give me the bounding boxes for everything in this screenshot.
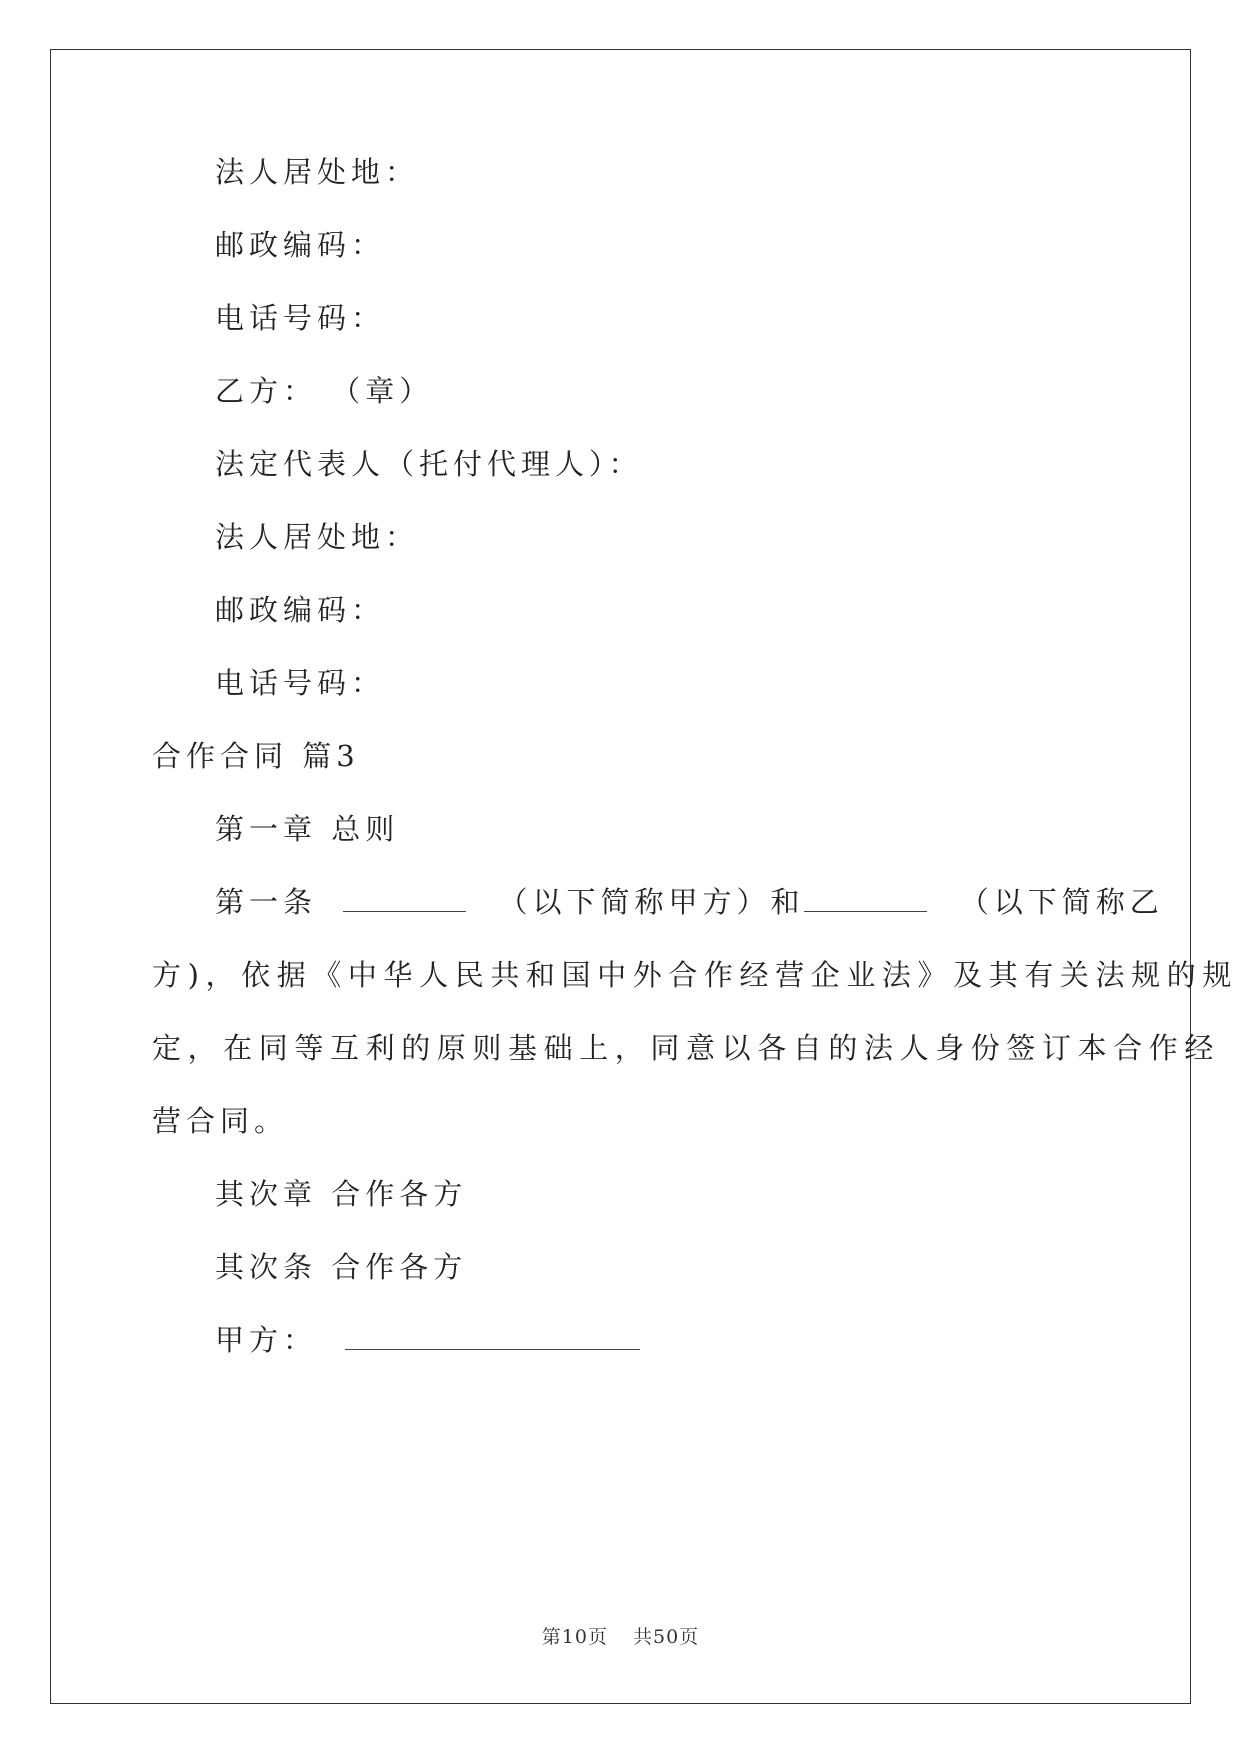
article-1-line-3: 定，在同等互利的原则基础上，同意以各自的法人身份签订本合作经 — [152, 1031, 1221, 1065]
party-a-label: 甲方： — [215, 1323, 318, 1357]
page-number: 第10页 — [541, 1626, 608, 1648]
party-a-name-blank — [343, 889, 466, 912]
legal-representative-label: 法定代表人（托付代理人）： — [215, 447, 643, 481]
phone-number-label-1: 电话号码： — [215, 301, 386, 335]
article-1-line-4: 营合同。 — [152, 1104, 289, 1138]
article-2-heading: 其次条 合作各方 — [215, 1250, 468, 1284]
party-a-line — [215, 1320, 640, 1360]
legal-residence-label-2: 法人居处地： — [215, 520, 420, 554]
postal-code-label-2: 邮政编码： — [215, 593, 386, 627]
page-total: 共50页 — [633, 1626, 700, 1648]
article-1-line-2: 方)，依据《中华人民共和国中外合作经营企业法》及其有关法规的规 — [152, 958, 1238, 992]
party-a-blank — [345, 1327, 640, 1350]
chapter-2-heading: 其次章 合作各方 — [215, 1177, 468, 1211]
postal-code-label-1: 邮政编码： — [215, 228, 386, 262]
section-heading: 合作合同 篇3 — [152, 739, 360, 773]
chapter-1-heading: 第一章 总则 — [215, 812, 400, 846]
party-a-suffix: （以下简称甲方）和 — [498, 885, 805, 919]
party-b-name-blank — [804, 889, 927, 912]
phone-number-label-2: 电话号码： — [215, 666, 386, 700]
article-1-line-1 — [215, 882, 1164, 922]
party-b-suffix: （以下简称乙 — [959, 885, 1164, 919]
article-1-prefix: 第一条 — [215, 885, 318, 919]
party-b-seal-label: 乙方： （章） — [215, 374, 434, 408]
page-footer — [0, 1622, 1241, 1649]
legal-residence-label-1: 法人居处地： — [215, 155, 420, 189]
